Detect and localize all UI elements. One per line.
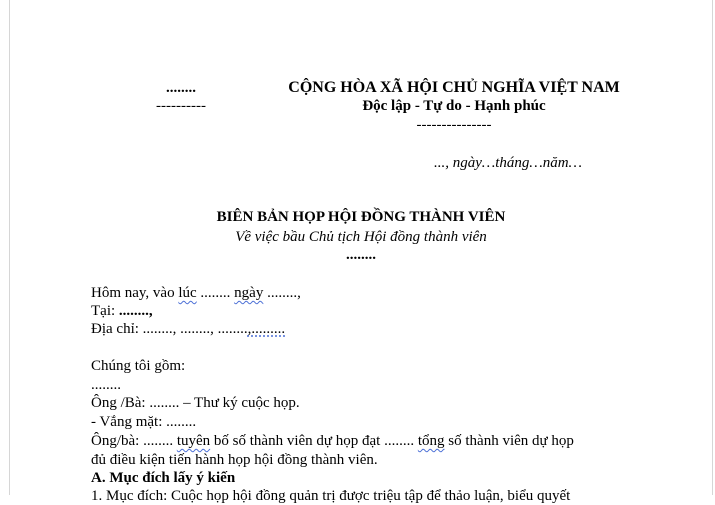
page-right-edge (712, 0, 713, 495)
org-name-placeholder: ........ (166, 80, 196, 96)
spellcheck-word: lúc (178, 285, 197, 301)
text-segment: ........ (196, 285, 235, 301)
section-a-heading: A. Mục đích lấy ý kiến (91, 470, 236, 486)
nation-title: CỘNG HÒA XÃ HỘI CHỦ NGHĨA VIỆT NAM (288, 79, 620, 96)
spellcheck-word: ngày (234, 285, 264, 301)
text-segment: số thành viên dự họp (444, 433, 574, 449)
absent-line: - Vắng mặt: ........ (91, 414, 197, 430)
text-segment: ........, (118, 303, 153, 319)
address-line (91, 320, 285, 338)
attendees-heading: Chúng tôi gồm: (91, 358, 186, 374)
date-line: ..., ngày…tháng…năm… (434, 155, 582, 171)
spellcheck-word: tuyên (176, 433, 211, 449)
secretary-line: Ông /Bà: ........ – Thư ký cuộc họp. (91, 395, 300, 411)
motto-divider: --------------- (416, 117, 492, 133)
text-segment: ........, (263, 285, 301, 301)
meeting-time-line (91, 284, 301, 302)
spellcheck-word: ,......... (247, 321, 286, 337)
document-subtitle: Về việc bầu Chủ tịch Hội đồng thành viên (235, 229, 487, 245)
title-divider: ........ (346, 247, 376, 263)
purpose-line: 1. Mục đích: Cuộc họp hội đồng quản trị được triệu tập để thảo luận, biểu quyết (91, 488, 571, 504)
attendees-placeholder: ........ (91, 377, 121, 393)
meeting-place-line (91, 302, 153, 320)
quorum-line (91, 432, 574, 450)
motto: Độc lập - Tự do - Hạnh phúc (362, 98, 546, 114)
text-segment: Ông/bà: ........ (91, 433, 177, 449)
text-segment: Hôm nay, vào (91, 285, 179, 301)
quorum-line-continued: đủ điều kiện tiến hành họp hội đồng thành viên. (91, 452, 378, 468)
page-left-edge (9, 0, 10, 495)
text-segment: bố số thành viên dự họp đạt ........ (210, 433, 418, 449)
org-divider: ---------- (156, 98, 206, 114)
text-segment: Địa chỉ: ........, ........, ........ (91, 321, 248, 337)
text-segment: Tại: (91, 303, 119, 319)
document-title: BIÊN BẢN HỌP HỘI ĐỒNG THÀNH VIÊN (216, 209, 506, 225)
spellcheck-word: tổng (417, 433, 445, 449)
